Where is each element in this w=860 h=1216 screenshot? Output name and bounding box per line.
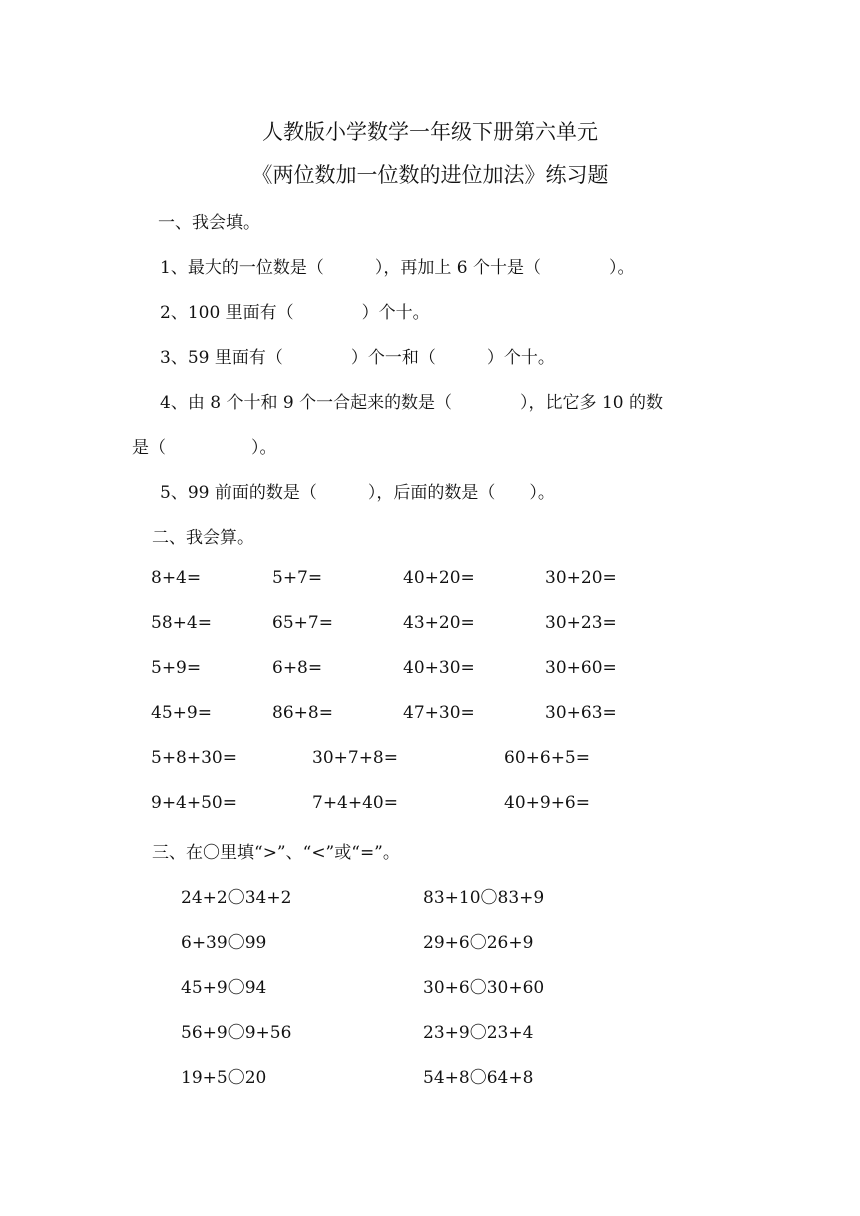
question-2: 2、100 里面有（ ）个十。 [160,303,430,323]
calc-item: 40+9+6= [504,793,590,813]
calc-item: 30+7+8= [312,748,398,768]
compare-item: 19+5〇20 [181,1068,267,1088]
compare-item: 83+10〇83+9 [423,888,545,908]
calc-item: 65+7= [272,613,333,633]
calc-item: 8+4= [151,568,202,588]
calc-item: 40+30= [403,658,475,678]
title-line-1: 人教版小学数学一年级下册第六单元 [262,120,598,144]
calc-item: 86+8= [272,703,333,723]
calc-item: 5+7= [272,568,323,588]
calc-item: 6+8= [272,658,323,678]
compare-item: 6+39〇99 [181,933,267,953]
calc-item: 5+9= [151,658,202,678]
calc-item: 30+60= [545,658,617,678]
compare-item: 30+6〇30+60 [423,978,545,998]
calc-item: 7+4+40= [312,793,398,813]
question-4-line-1: 4、由 8 个十和 9 个一合起来的数是（ ），比它多 10 的数 [160,393,664,413]
compare-item: 54+8〇64+8 [423,1068,534,1088]
question-1: 1、最大的一位数是（ ），再加上 6 个十是（ ）。 [160,258,635,278]
question-3: 3、59 里面有（ ）个一和（ ）个十。 [160,348,555,368]
calc-item: 47+30= [403,703,475,723]
calc-item: 58+4= [151,613,212,633]
question-5: 5、99 前面的数是（ ），后面的数是（ ）。 [160,483,555,503]
section1-heading: 一、我会填。 [158,213,260,233]
section2-heading: 二、我会算。 [152,528,254,548]
compare-item: 23+9〇23+4 [423,1023,534,1043]
section3-heading: 三、在〇里填“>”、“<”或“=”。 [152,843,400,863]
calc-item: 45+9= [151,703,212,723]
compare-item: 56+9〇9+56 [181,1023,292,1043]
calc-item: 30+23= [545,613,617,633]
calc-item: 9+4+50= [151,793,237,813]
calc-item: 5+8+30= [151,748,237,768]
compare-item: 24+2〇34+2 [181,888,292,908]
question-4-line-2: 是（ ）。 [132,438,277,458]
calc-item: 40+20= [403,568,475,588]
calc-item: 43+20= [403,613,475,633]
calc-item: 30+63= [545,703,617,723]
calc-item: 30+20= [545,568,617,588]
compare-item: 45+9〇94 [181,978,267,998]
title-line-2: 《两位数加一位数的进位加法》练习题 [251,163,609,187]
compare-item: 29+6〇26+9 [423,933,534,953]
calc-item: 60+6+5= [504,748,590,768]
